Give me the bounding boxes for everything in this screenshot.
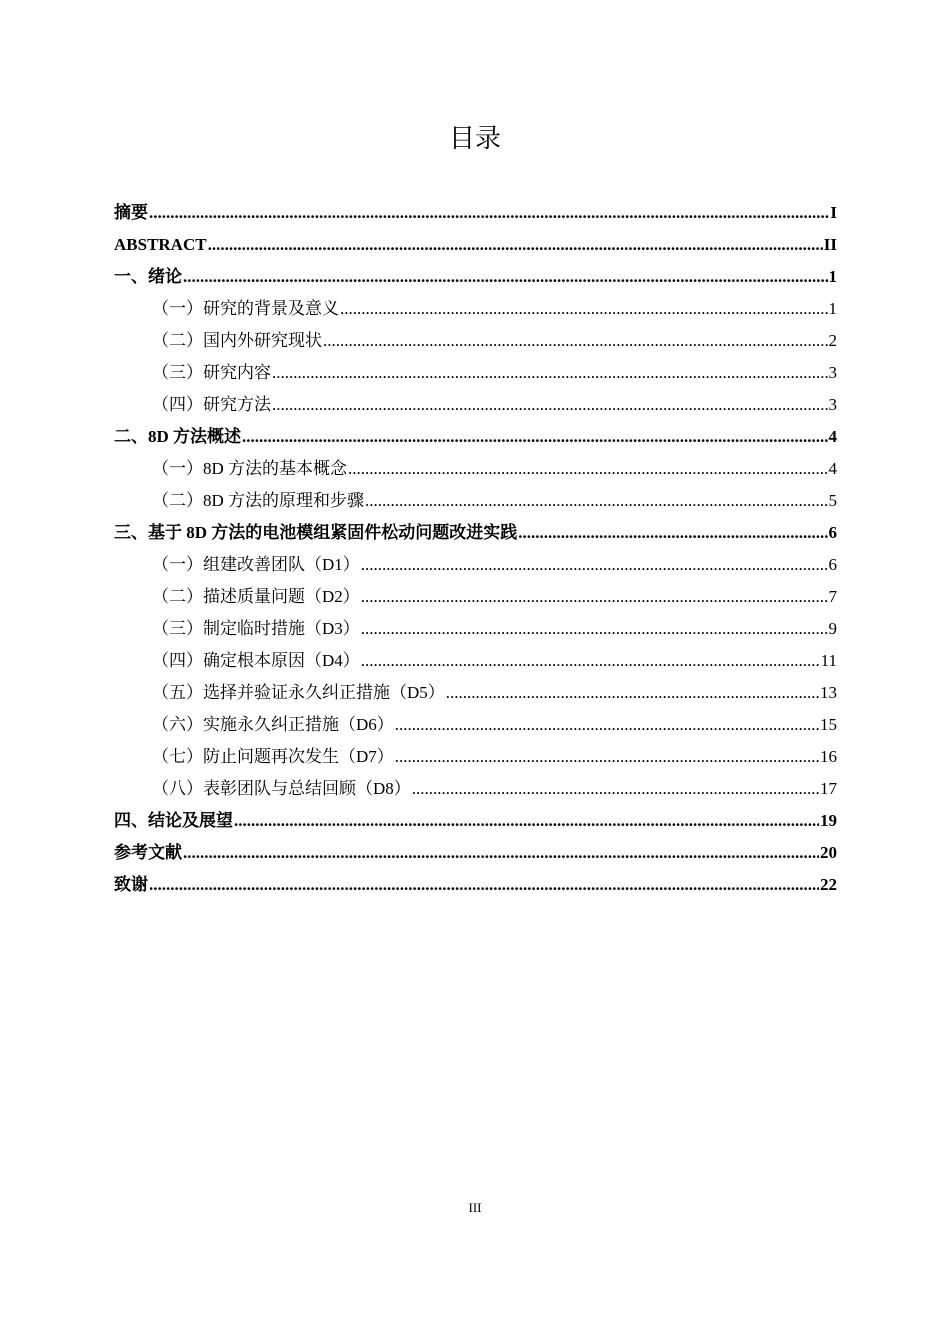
toc-entry[interactable] <box>114 709 837 741</box>
toc-entry[interactable] <box>114 677 837 709</box>
toc-entry-page: 4 <box>828 459 837 478</box>
toc-entry-page: 22 <box>820 875 837 894</box>
toc-entry[interactable] <box>114 837 837 869</box>
toc-entry[interactable] <box>114 581 837 613</box>
toc-entry-page: I <box>830 203 837 222</box>
toc-entry-title: （一）组建改善团队（D1） <box>152 555 360 574</box>
toc-dot-leader <box>234 805 819 837</box>
toc-dot-leader <box>361 581 828 613</box>
toc-entry[interactable] <box>114 453 837 485</box>
toc-entry[interactable] <box>114 293 837 325</box>
toc-entry-page: 2 <box>828 331 837 350</box>
toc-entry-title: （六）实施永久纠正措施（D6） <box>152 715 394 734</box>
toc-entry-page: 20 <box>820 843 837 862</box>
page-title: 目录 <box>448 124 501 154</box>
toc-dot-leader <box>518 517 827 549</box>
toc-entry-page: 1 <box>828 299 837 318</box>
toc-entry-page: 5 <box>828 491 837 510</box>
toc-entry[interactable] <box>114 421 837 453</box>
toc-entry[interactable] <box>114 261 837 293</box>
table-of-contents <box>114 197 837 901</box>
toc-dot-leader <box>183 261 828 293</box>
toc-entry-page: 13 <box>820 683 837 702</box>
toc-dot-leader <box>272 357 828 389</box>
toc-entry[interactable] <box>114 869 837 901</box>
toc-dot-leader <box>395 741 819 773</box>
toc-entry-page: 3 <box>828 363 837 382</box>
toc-entry-page: 6 <box>828 523 837 542</box>
toc-entry-title: （三）制定临时措施（D3） <box>152 619 360 638</box>
toc-dot-leader <box>323 325 828 357</box>
toc-dot-leader <box>365 485 827 517</box>
toc-entry[interactable] <box>114 613 837 645</box>
toc-dot-leader <box>446 677 819 709</box>
toc-entry-title: （八）表彰团队与总结回顾（D8） <box>152 779 411 798</box>
toc-entry-page: 15 <box>820 715 837 734</box>
toc-entry-title: 参考文献 <box>114 843 182 862</box>
toc-entry[interactable] <box>114 485 837 517</box>
toc-dot-leader <box>348 453 827 485</box>
toc-entry[interactable] <box>114 517 837 549</box>
toc-entry-title: （四）确定根本原因（D4） <box>152 651 360 670</box>
toc-entry-title: ABSTRACT <box>114 235 207 254</box>
toc-dot-leader <box>272 389 828 421</box>
toc-dot-leader <box>208 229 823 261</box>
toc-entry-page: II <box>823 235 837 254</box>
page-number: III <box>468 1200 482 1215</box>
toc-dot-leader <box>361 549 828 581</box>
toc-dot-leader <box>149 869 819 901</box>
toc-entry-page: 16 <box>820 747 837 766</box>
toc-entry-title: （一）研究的背景及意义 <box>152 299 339 318</box>
toc-entry-title: （四）研究方法 <box>152 395 271 414</box>
toc-entry[interactable] <box>114 325 837 357</box>
toc-entry-page: 1 <box>828 267 837 286</box>
toc-entry[interactable] <box>114 773 837 805</box>
toc-dot-leader <box>242 421 827 453</box>
toc-entry-title: （二）国内外研究现状 <box>152 331 322 350</box>
toc-entry[interactable] <box>114 229 837 261</box>
toc-entry-page: 19 <box>820 811 837 830</box>
toc-entry-page: 9 <box>828 619 837 638</box>
toc-entry-title: 致谢 <box>114 875 148 894</box>
toc-entry-page: 4 <box>828 427 837 446</box>
toc-dot-leader <box>395 709 819 741</box>
toc-dot-leader <box>149 197 829 229</box>
toc-entry-title: （二）描述质量问题（D2） <box>152 587 360 606</box>
toc-entry[interactable] <box>114 389 837 421</box>
toc-entry-title: 二、8D 方法概述 <box>114 427 242 446</box>
toc-entry-title: （二）8D 方法的原理和步骤 <box>152 491 365 510</box>
toc-entry-title: 三、基于 8D 方法的电池模组紧固件松动问题改进实践 <box>114 523 518 542</box>
toc-dot-leader <box>412 773 819 805</box>
toc-entry[interactable] <box>114 645 837 677</box>
toc-entry-page: 3 <box>828 395 837 414</box>
toc-entry[interactable] <box>114 805 837 837</box>
toc-entry[interactable] <box>114 357 837 389</box>
toc-dot-leader <box>361 613 828 645</box>
toc-entry-title: （五）选择并验证永久纠正措施（D5） <box>152 683 445 702</box>
toc-entry-title: （三）研究内容 <box>152 363 271 382</box>
toc-entry[interactable] <box>114 741 837 773</box>
toc-entry-title: 摘要 <box>114 203 148 222</box>
toc-entry-page: 17 <box>820 779 837 798</box>
toc-entry-title: （一）8D 方法的基本概念 <box>152 459 348 478</box>
toc-entry[interactable] <box>114 197 837 229</box>
toc-entry-title: 四、结论及展望 <box>114 811 233 830</box>
toc-dot-leader <box>361 645 820 677</box>
toc-entry-page: 11 <box>820 651 837 670</box>
toc-entry-page: 6 <box>828 555 837 574</box>
toc-dot-leader <box>183 837 819 869</box>
toc-entry-title: 一、绪论 <box>114 267 182 286</box>
toc-entry-title: （七）防止问题再次发生（D7） <box>152 747 394 766</box>
toc-entry-page: 7 <box>828 587 837 606</box>
toc-dot-leader <box>340 293 828 325</box>
toc-entry[interactable] <box>114 549 837 581</box>
